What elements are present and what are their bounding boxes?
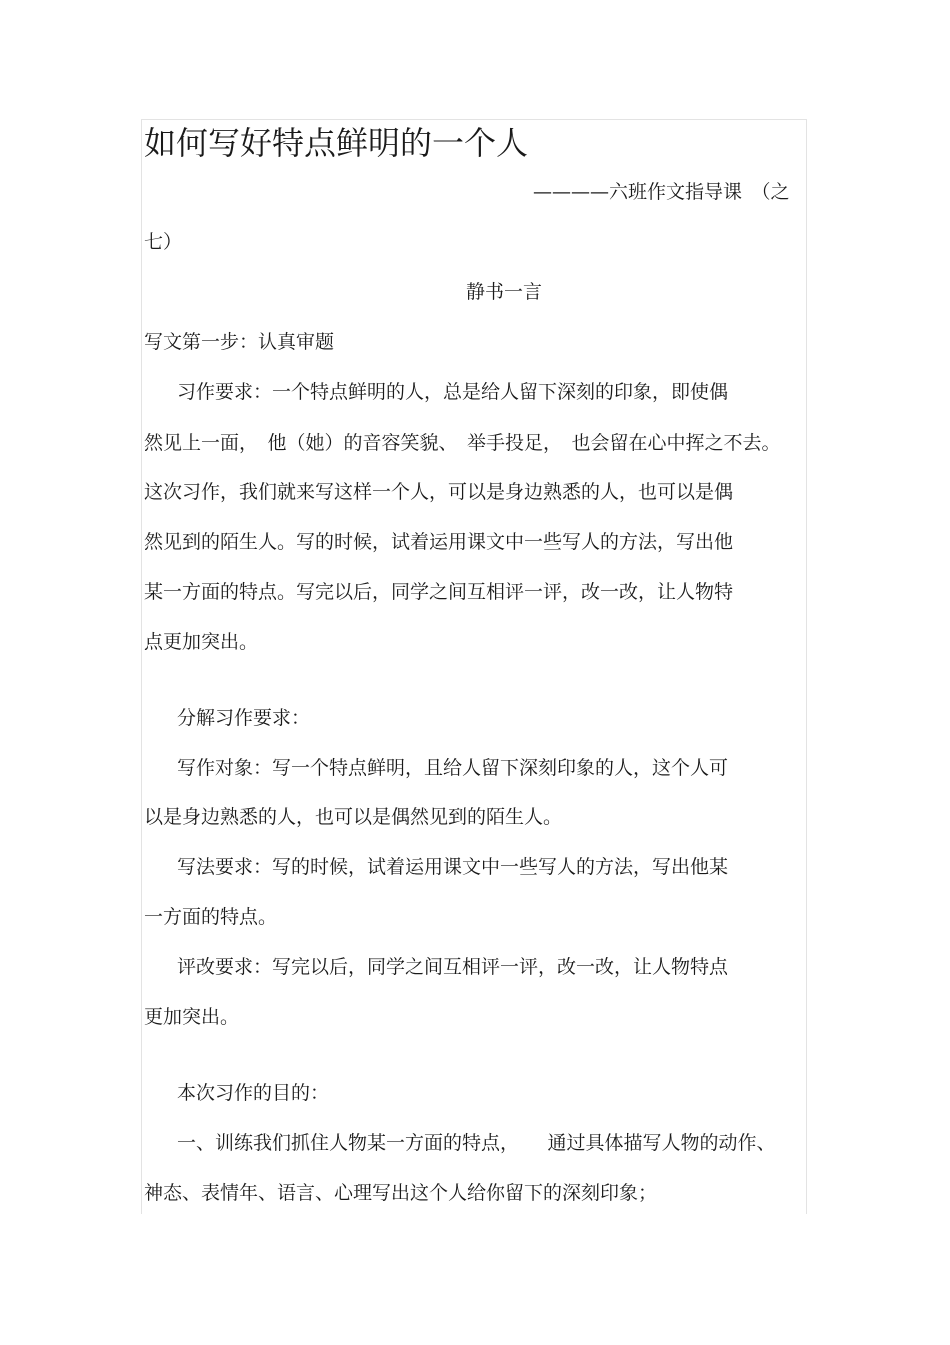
requirement-line: 习作要求：一个特点鲜明的人，总是给人留下深刻的印象，即使偶 [177,381,729,403]
method-line: 写法要求：写的时候，试着运用课文中一些写人的方法，写出他某 [177,856,729,878]
step1-heading: 写文第一步：认真审题 [144,331,335,353]
purpose-line: 神态、表情年、语言、心理写出这个人给你留下的深刻印象； [144,1182,658,1204]
author-name: 静书一言 [466,281,543,303]
method-line: 一方面的特点。 [144,906,278,928]
object-line: 写作对象：写一个特点鲜明，且给人留下深刻印象的人，这个人可 [177,757,729,779]
breakdown-heading: 分解习作要求： [177,707,311,729]
object-line: 以是身边熟悉的人，也可以是偶然见到的陌生人。 [144,806,563,828]
requirement-line: 某一方面的特点。写完以后，同学之间互相评一评，改一改，让人物特 [144,581,734,603]
review-line: 更加突出。 [144,1006,240,1028]
purpose-heading: 本次习作的目的： [177,1082,330,1104]
review-line: 评改要求：写完以后，同学之间互相评一评，改一改，让人物特点 [177,956,729,978]
subtitle-line-1: ————六班作文指导课 （之 [533,181,790,203]
purpose-line: 一、训练我们抓住人物某一方面的特点， 通过具体描写人物的动作、 [177,1132,776,1154]
requirement-line: 然见上一面， 他（她）的音容笑貌、 举手投足， 也会留在心中挥之不去。 [144,432,781,454]
requirement-line: 这次习作，我们就来写这样一个人，可以是身边熟悉的人，也可以是偶 [144,481,734,503]
requirement-line: 然见到的陌生人。写的时候，试着运用课文中一些写人的方法，写出他 [144,531,734,553]
subtitle-line-2: 七） [144,231,183,253]
document-title: 如何写好特点鲜明的一个人 [144,124,529,162]
requirement-line: 点更加突出。 [144,631,259,653]
